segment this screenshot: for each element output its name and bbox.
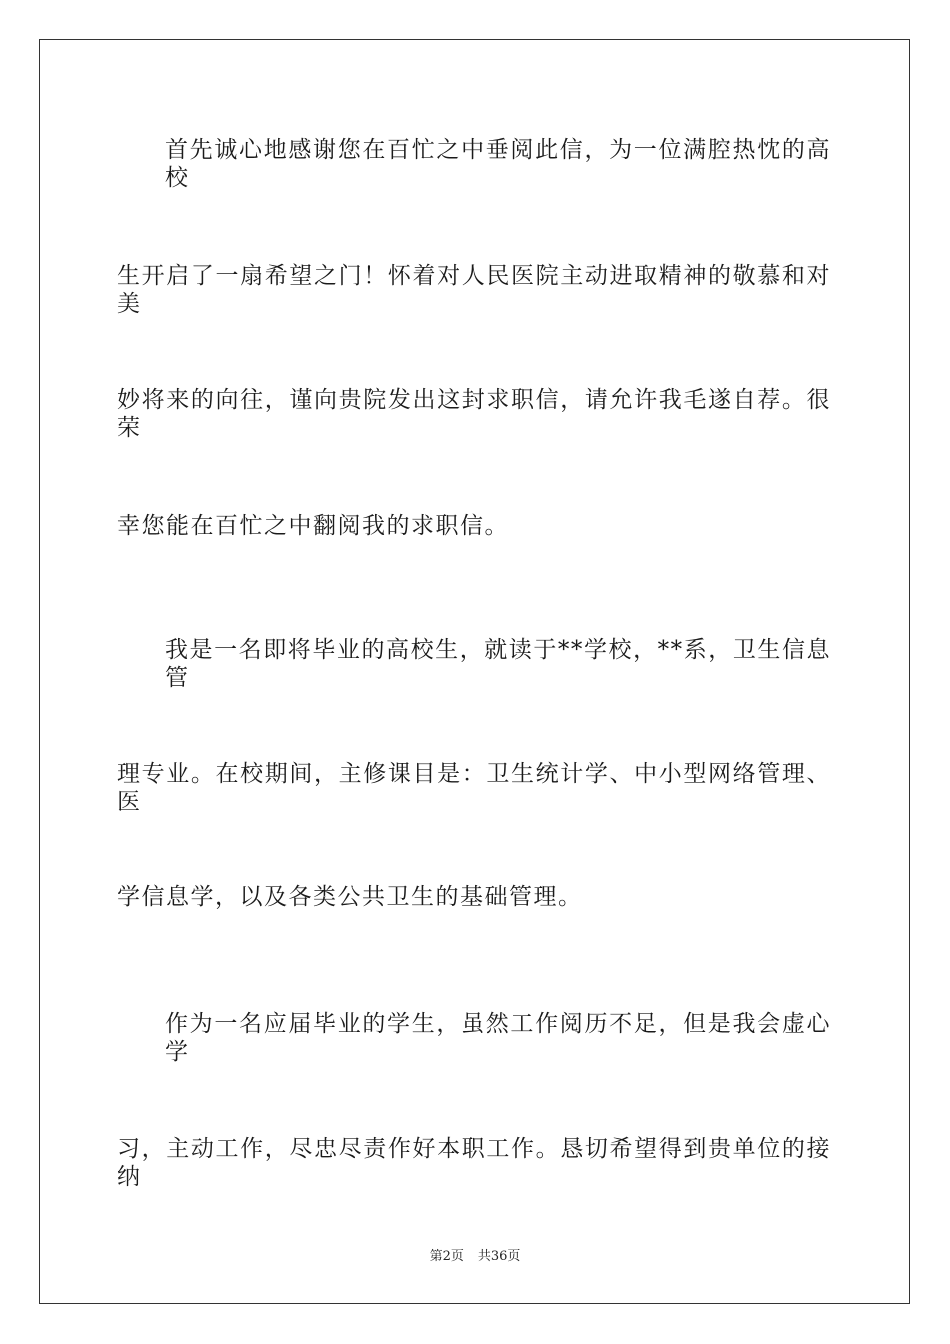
page-number: 第2页 <box>429 1249 464 1264</box>
paragraph-3-line-1: 作为一名应届毕业的学生，虽然工作阅历不足，但是我会虚心学 <box>165 1011 831 1065</box>
page-total: 共36页 <box>477 1249 521 1264</box>
paragraph-2-line-3: 学信息学，以及各类公共卫生的基础管理。 <box>117 884 583 910</box>
paragraph-1-line-4: 幸您能在百忙之中翻阅我的求职信。 <box>117 513 509 539</box>
paragraph-1-line-1: 首先诚心地感谢您在百忙之中垂阅此信，为一位满腔热忱的高校 <box>165 137 831 191</box>
page-footer <box>0 1249 950 1265</box>
paragraph-2-line-2: 理专业。在校期间，主修课目是：卫生统计学、中小型网络管理、医 <box>117 761 831 815</box>
paragraph-2-line-1: 我是一名即将毕业的高校生，就读于**学校，**系，卫生信息管 <box>165 637 831 691</box>
paragraph-1-line-3: 妙将来的向往，谨向贵院发出这封求职信，请允许我毛遂自荐。很荣 <box>117 387 831 441</box>
paragraph-3-line-2: 习，主动工作，尽忠尽责作好本职工作。恳切希望得到贵单位的接纳 <box>117 1136 831 1190</box>
paragraph-1-line-2: 生开启了一扇希望之门！怀着对人民医院主动进取精神的敬慕和对美 <box>117 263 831 317</box>
